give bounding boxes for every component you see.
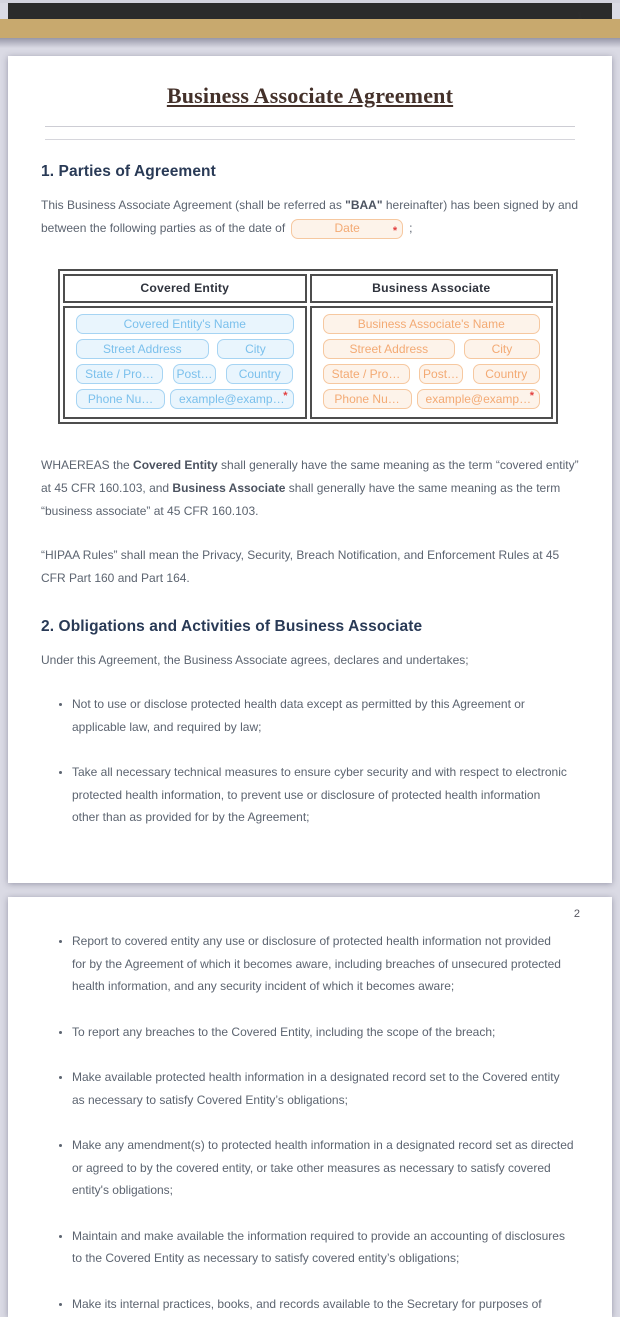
associate-state-field[interactable]: State / Pro… — [323, 364, 410, 384]
covered-city-field[interactable]: City — [217, 339, 293, 359]
list-item: • Take all necessary technical measures to ensure cyber security and with respect to electronic protected health information, to prevent use or disclosure of protected health information other than as provided for by the Agreement; — [72, 761, 579, 829]
associate-email-field[interactable] — [417, 389, 540, 409]
divider-line — [45, 126, 575, 127]
covered-street-field[interactable]: Street Address — [76, 339, 209, 359]
business-associate-header: Business Associate — [310, 274, 554, 303]
obligations-list-page2 — [41, 930, 579, 1315]
section-2-heading: 2. Obligations and Activities of Business Associate — [41, 618, 423, 635]
covered-name-field[interactable]: Covered Entity's Name — [76, 314, 294, 334]
whereas-paragraph: WHAEREAS the Covered Entity shall generally have the same meaning as the term “covered entity” at 45 CFR 160.103, and Business Associate shall generally have the same meaning as the term “business associate” at 45 CFR 160.103. — [41, 458, 579, 518]
associate-country-field[interactable]: Country — [473, 364, 540, 384]
required-asterisk: * — [283, 390, 288, 402]
business-associate-cell — [310, 306, 554, 419]
hipaa-rules-paragraph: “HIPAA Rules” shall mean the Privacy, Security, Breach Notification, and Enforcement Rules at 45 CFR Part 160 and Part 164. — [41, 548, 560, 585]
date-field[interactable] — [291, 219, 403, 239]
section-1-heading: 1. Parties of Agreement — [41, 163, 216, 180]
required-asterisk: * — [529, 390, 534, 402]
page-indicator: 1 — [577, 11, 583, 22]
associate-postal-field[interactable]: Post… — [419, 364, 463, 384]
list-item: • To report any breaches to the Covered Entity, including the scope of the breach; — [72, 1021, 579, 1044]
associate-city-field[interactable]: City — [464, 339, 540, 359]
covered-state-field[interactable]: State / Pro… — [76, 364, 163, 384]
list-item: • Maintain and make available the information required to provide an accounting of disclosures to the Covered Entity as necessary to satisfy covered entity’s obligations; — [72, 1225, 579, 1270]
required-asterisk: * — [392, 224, 398, 237]
parties-table — [58, 269, 558, 424]
intro-line2-text: between the following parties as of the date of — [41, 221, 286, 235]
list-item: • Not to use or disclose protected health data except as permitted by this Agreement or applicable law, and required by law; — [72, 693, 579, 738]
table-fields-row — [63, 306, 553, 419]
viewer-toolbar-bar — [8, 3, 612, 19]
intro-line2-semicolon: ; — [409, 221, 413, 235]
covered-email-placeholder: example@examp… — [179, 392, 285, 406]
covered-entity-header: Covered Entity — [63, 274, 307, 303]
covered-phone-field[interactable]: Phone Nu… — [76, 389, 165, 409]
list-item: • Make available protected health information in a designated record set to the Covered entity as necessary to satisfy Covered Entity’s obligations; — [72, 1066, 579, 1111]
associate-street-field[interactable]: Street Address — [323, 339, 456, 359]
associate-email-placeholder: example@examp… — [425, 392, 532, 406]
covered-entity-cell — [63, 306, 307, 419]
list-item: • Report to covered entity any use or disclosure of protected health information not provided for by the Agreement of which it becomes aware, including breaches of unsecured protected health information, and any security incident of which it becomes aware; — [72, 930, 579, 998]
covered-email-field[interactable] — [170, 389, 293, 409]
section-2-lead: Under this Agreement, the Business Associate agrees, declares and undertakes; — [41, 653, 469, 667]
associate-name-field[interactable]: Business Associate's Name — [323, 314, 541, 334]
covered-country-field[interactable]: Country — [226, 364, 293, 384]
associate-phone-field[interactable]: Phone Nu… — [323, 389, 412, 409]
date-field-placeholder: Date — [334, 221, 360, 235]
intro-paragraph-line2 — [41, 217, 579, 240]
document-page-2 — [8, 897, 612, 1317]
page-number: 2 — [573, 908, 580, 920]
covered-postal-field[interactable]: Post… — [173, 364, 217, 384]
table-header-row — [63, 274, 553, 303]
intro-paragraph-line1: This Business Associate Agreement (shall be referred as "BAA" hereinafter) has been signed by and — [41, 198, 579, 212]
toolbar-shadow — [0, 38, 620, 48]
gold-accent-bar — [0, 19, 620, 38]
document-page-1 — [8, 56, 612, 883]
obligations-list-page1 — [41, 693, 579, 829]
list-item: • Make its internal practices, books, and records available to the Secretary for purposes of — [72, 1293, 579, 1316]
document-title: Business Associate Agreement — [166, 83, 454, 108]
divider-line — [45, 139, 575, 140]
list-item: • Make any amendment(s) to protected health information in a designated record set as directed or agreed to by the covered entity, or take other measures as necessary to satisfy covered entity's obligations; — [72, 1134, 579, 1202]
